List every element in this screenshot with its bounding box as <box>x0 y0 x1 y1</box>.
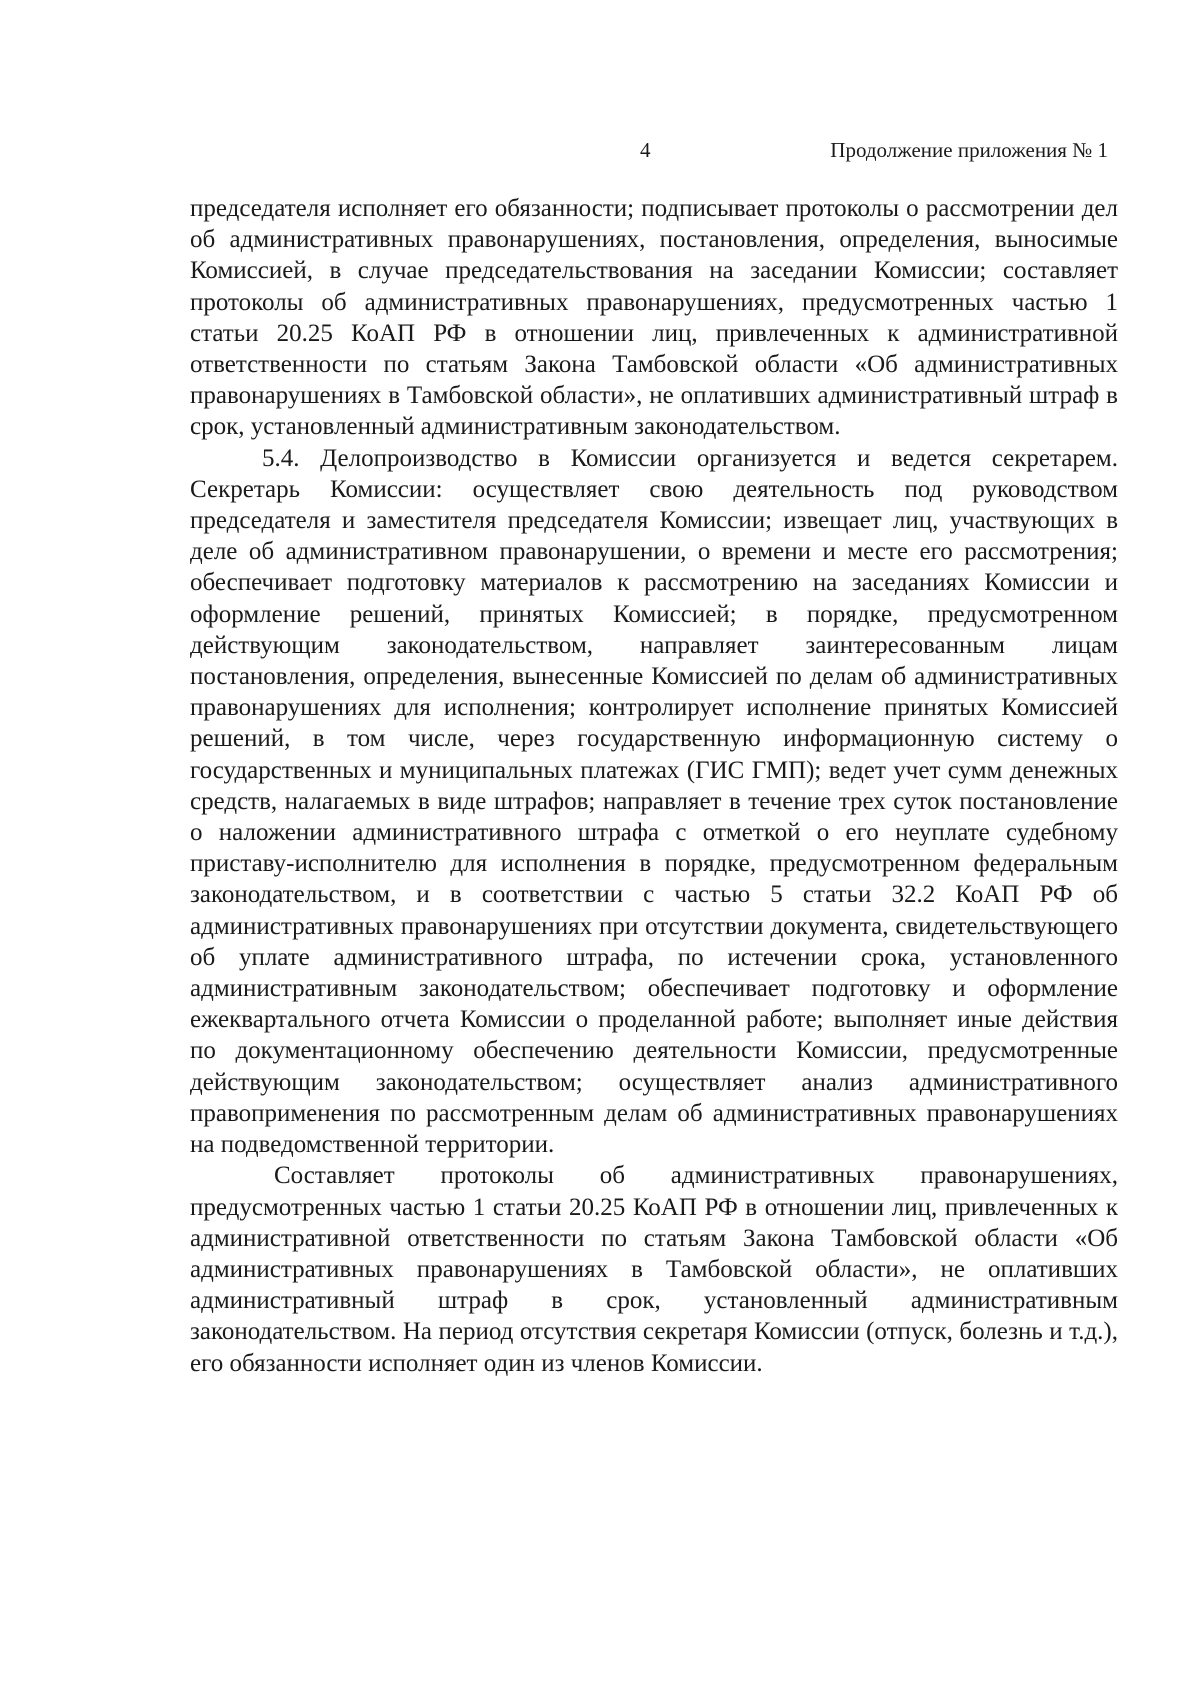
document-body <box>190 193 1118 1379</box>
appendix-label: Продолжение приложения № 1 <box>830 138 1108 162</box>
page-number: 4 <box>640 138 651 162</box>
paragraph-2: 5.4. Делопроизводство в Комиссии организуется и ведется секретарем. Секретарь Комиссии: осуществляет свою деятельность под руководством председателя и заместителя председателя Комиссии; извещает лиц, участвующих в деле об административном правонарушении, о времени и месте его рассмотрения; обеспечивает подготовку материалов к рассмотрению на заседаниях Комиссии и оформление решений, принятых Комиссией; в порядке, предусмотренном действующим законодательством, направляет заинтересованным лицам постановления, определения, вынесенные Комиссией по делам об административных правонарушениях для исполнения; контролирует исполнение принятых Комиссией решений, в том числе, через государственную информационную систему о государственных и муниципальных платежах (ГИС ГМП); ведет учет сумм денежных средств, налагаемых в виде штрафов; направляет в течение трех суток постановление о наложении административного штрафа с отметкой о его неуплате судебному приставу-исполнителю для исполнения в порядке, предусмотренном федеральным законодательством, и в соответствии с частью 5 статьи 32.2 КоАП РФ об административных правонарушениях при отсутствии документа, свидетельствующего об уплате административного штрафа, по истечении срока, установленного административным законодательством; обеспечивает подготовку и оформление ежеквартального отчета Комиссии о проделанной работе; выполняет иные действия по документационному обеспечению деятельности Комиссии, предусмотренные действующим законодательством; осуществляет анализ административного правоприменения по рассмотренным делам об административных правонарушениях на подведомственной территории. <box>190 444 1118 1159</box>
paragraph-3: Составляет протоколы об административных правонарушениях, предусмотренных частью 1 статьи 20.25 КоАП РФ в отношении лиц, привлеченных к административной ответственности по статьям Закона Тамбовской области «Об административных правонарушениях в Тамбовской области», не оплативших административный штраф в срок, установленный административным законодательством. На период отсутствия секретаря Комиссии (отпуск, болезнь и т.д.), его обязанности исполняет один из членов Комиссии. <box>190 1162 1118 1377</box>
paragraph-1: председателя исполняет его обязанности; подписывает протоколы о рассмотрении дел об административных правонарушениях, постановления, определения, выносимые Комиссией, в случае председательствования на заседании Комиссии; составляет протоколы об административных правонарушениях, предусмотренных частью 1 статьи 20.25 КоАП РФ в отношении лиц, привлеченных к административной ответственности по статьям Закона Тамбовской области «Об административных правонарушениях в Тамбовской области», не оплативших административный штраф в срок, установленный административным законодательством. <box>190 195 1118 441</box>
